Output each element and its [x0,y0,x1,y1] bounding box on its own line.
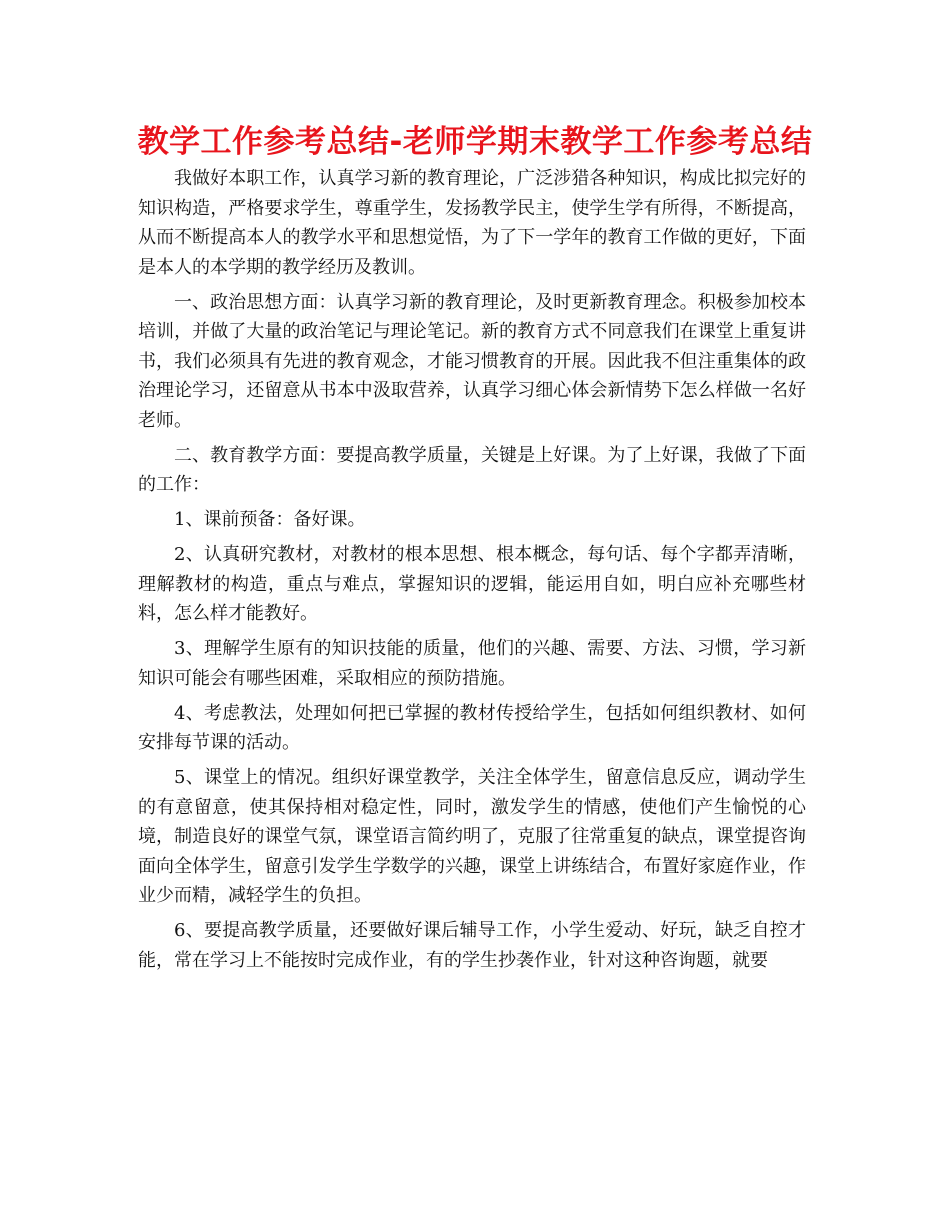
paragraph-item-3: 3、理解学生原有的知识技能的质量，他们的兴趣、需要、方法、习惯，学习新知识可能会有哪些困难，采取相应的预防措施。 [138,638,806,689]
paragraph-item-2: 2、认真研究教材，对教材的根本思想、根本概念，每句话、每个字都弄清晰，理解教材的构造，重点与难点，掌握知识的逻辑，能运用自如，明白应补充哪些材料，怎么样才能教好。 [138,544,806,624]
paragraph-item-1: 1、课前预备：备好课。 [174,509,366,530]
document-title: 教学工作参考总结-老师学期末教学工作参考总结 [137,124,813,160]
paragraph-teaching: 二、教育教学方面：要提高教学质量，关键是上好课。为了上好课，我做了下面的工作： [138,444,806,495]
paragraph-politics: 一、政治思想方面：认真学习新的教育理论，及时更新教育理念。积极参加校本培训，并做了大量的政治笔记与理论笔记。新的教育方式不同意我们在课堂上重复讲书，我们必须具有先进的教育观念，才能习惯教育的开展。因此我不但注重集体的政治理论学习，还留意从书本中汲取营养，认真学习细心体会新情势下怎么样做一名好老师。 [138,291,806,431]
paragraph-item-6: 6、要提高教学质量，还要做好课后辅导工作，小学生爱动、好玩，缺乏自控才能，常在学习上不能按时完成作业，有的学生抄袭作业，针对这种咨询题，就要 [138,920,806,971]
paragraph-intro: 我做好本职工作，认真学习新的教育理论，广泛涉猎各种知识，构成比拟完好的知识构造，严格要求学生，尊重学生，发扬教学民主，使学生学有所得，不断提高，从而不断提高本人的教学水平和思想觉悟，为了下一学年的教育工作做的更好，下面是本人的本学期的教学经历及教训。 [138,168,806,278]
document-body [138,164,806,981]
paragraph-item-5: 5、课堂上的情况。组织好课堂教学，关注全体学生，留意信息反应，调动学生的有意留意，使其保持相对稳定性，同时，激发学生的情感，使他们产生愉悦的心境，制造良好的课堂气氛，课堂语言简约明了，克服了往常重复的缺点，课堂提咨询面向全体学生，留意引发学生学数学的兴趣，课堂上讲练结合，布置好家庭作业，作业少而精，减轻学生的负担。 [138,767,806,906]
paragraph-item-4: 4、考虑教法，处理如何把已掌握的教材传授给学生，包括如何组织教材、如何安排每节课的活动。 [138,702,806,753]
